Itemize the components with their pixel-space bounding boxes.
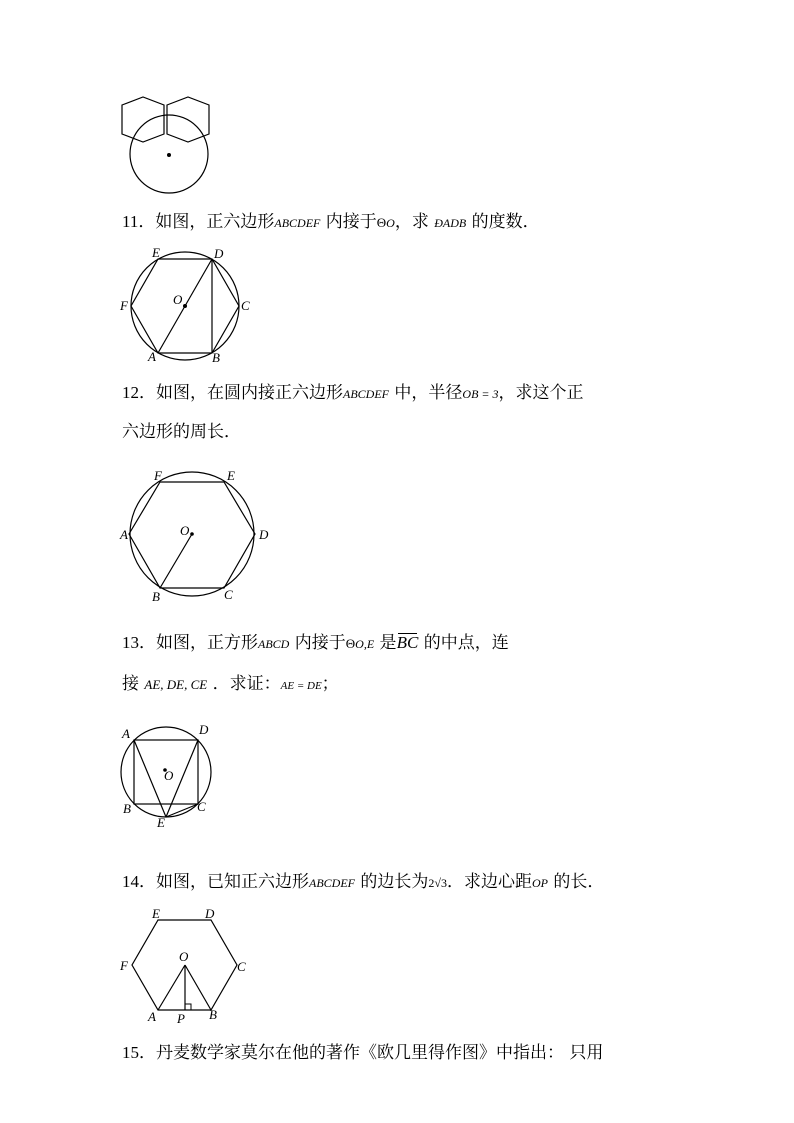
question-13-line1: 13．如图，正方形ABCD 内接于ΘO,E 是BC 的中点，连 [122,633,509,653]
label-F: F [154,468,162,483]
figure-q13 [115,720,225,832]
label-E: E [152,906,160,921]
label-O: O [164,768,174,783]
label-C: C [224,587,233,602]
figure-q14 [115,905,255,1027]
label-F: F [120,958,128,973]
label-D: D [199,722,209,737]
label-C: C [241,298,250,313]
question-11-text: 11．如图，正六边形ABCDEF 内接于ΘO，求 ÐADB 的度数． [122,212,540,232]
label-P: P [177,1011,185,1026]
label-F: F [120,298,128,313]
label-A: A [122,726,130,741]
question-15-text: 15．丹麦数学家莫尔在他的著作《欧几里得作图》中指出： 只用 [122,1043,604,1063]
label-A: A [148,1009,156,1024]
question-14-text: 14．如图，已知正六边形ABCDEF 的边长为2√3．求边心距OP 的长． [122,872,605,892]
label-E: E [227,468,235,483]
label-D: D [259,527,269,542]
label-B: B [209,1007,217,1022]
label-A: A [148,349,156,364]
label-A: A [120,527,128,542]
label-E: E [152,245,160,260]
label-O: O [173,292,183,307]
label-B: B [212,350,220,365]
label-O: O [180,523,190,538]
figure-hexagons-circle [115,92,225,194]
question-12-line1: 12．如图，在圆内接正六边形ABCDEF 中，半径OB = 3，求这个正 [122,383,584,403]
figure-q12 [115,465,275,605]
label-B: B [152,589,160,604]
question-13-line2: 接 AE, DE, CE ．求证：AE = DE； [122,674,339,694]
figure-q11 [115,244,255,366]
label-B: B [123,801,131,816]
label-D: D [205,906,215,921]
question-12-line2: 六边形的周长． [122,422,241,442]
label-C: C [237,959,246,974]
label-E: E [157,815,165,830]
label-D: D [214,246,224,261]
label-O: O [179,949,189,964]
label-C: C [197,799,206,814]
arc-BC: BC [397,631,419,655]
